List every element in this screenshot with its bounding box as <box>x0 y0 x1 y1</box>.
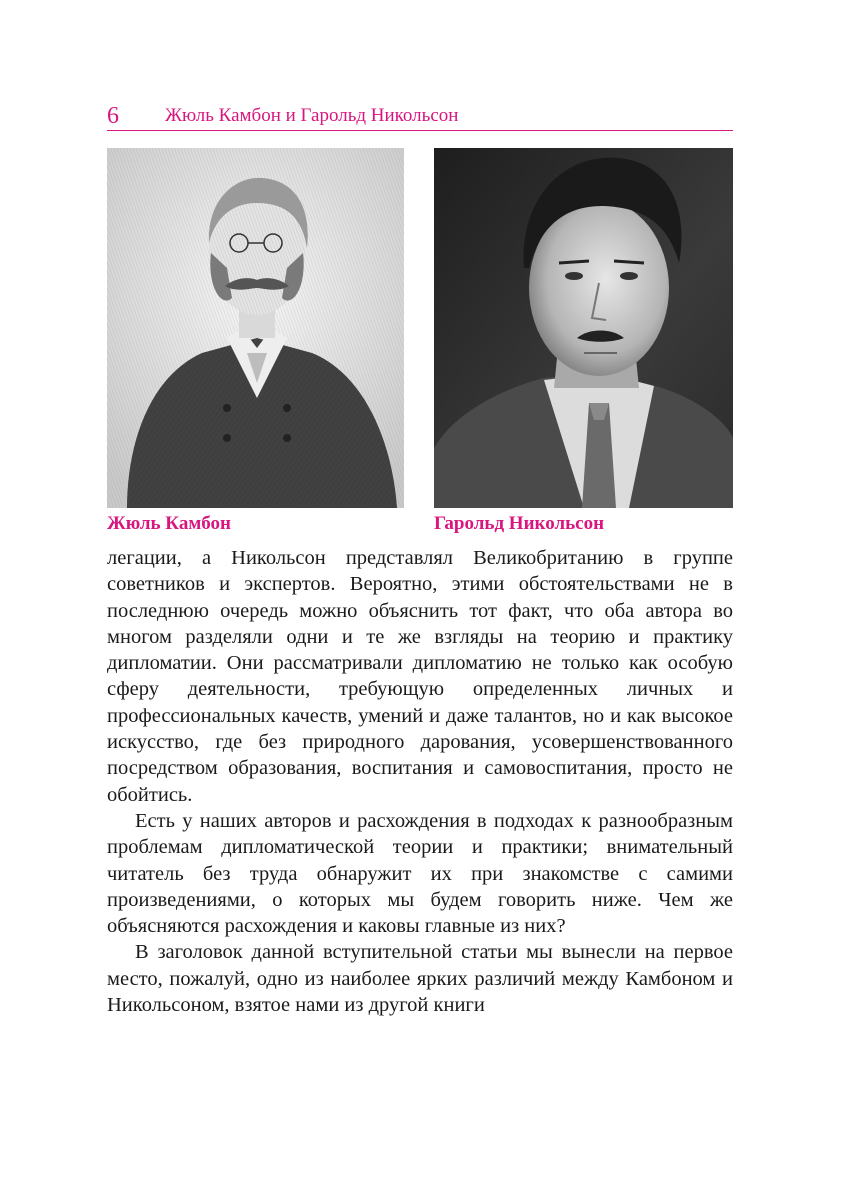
paragraph-3: В заголовок данной вступительной статьи мы вынесли на первое место, пожалуй, одно из наиболее ярких различий между Камбоном и Никольсоном, взятое нами из другой книги <box>107 941 733 1017</box>
page-number: 6 <box>107 103 119 129</box>
portrait-harold-nicolson <box>434 148 733 508</box>
caption-harold-nicolson: Гарольд Никольсон <box>434 513 605 534</box>
running-title: Жюль Камбон и Гарольд Никольсон <box>165 105 459 126</box>
running-header <box>107 100 733 131</box>
portrait-jules-cambon <box>107 148 404 508</box>
paragraph-2: Есть у наших авторов и расхождения в подходах к разнообразным проблемам дипломатической теории и практики; внимательный читатель без труда обнаружит их при знакомстве с самими произведениями, о которых мы будем говорить ниже. Чем же объясняются расхождения и каковы главные из них? <box>107 809 733 938</box>
body-text <box>107 545 733 1018</box>
paragraph-1: легации, а Никольсон представлял Великобританию в группе советников и экспертов. Вероятно, этими обстоятельствами не в последнюю очередь можно объяснить тот факт, что оба автора во многом разделяли одни и те же взгляды на теорию и практику дипломатии. Они рассматривали дипломатию не только как особую сферу деятельности, требующую определенных личных и профессиональных качеств, умений и даже талантов, но и как высокое искусство, где без природного дарования, усовершенствованного посредством образования, воспитания и самовоспитания, просто не обойтись. <box>107 547 733 806</box>
caption-jules-cambon: Жюль Камбон <box>107 513 231 534</box>
